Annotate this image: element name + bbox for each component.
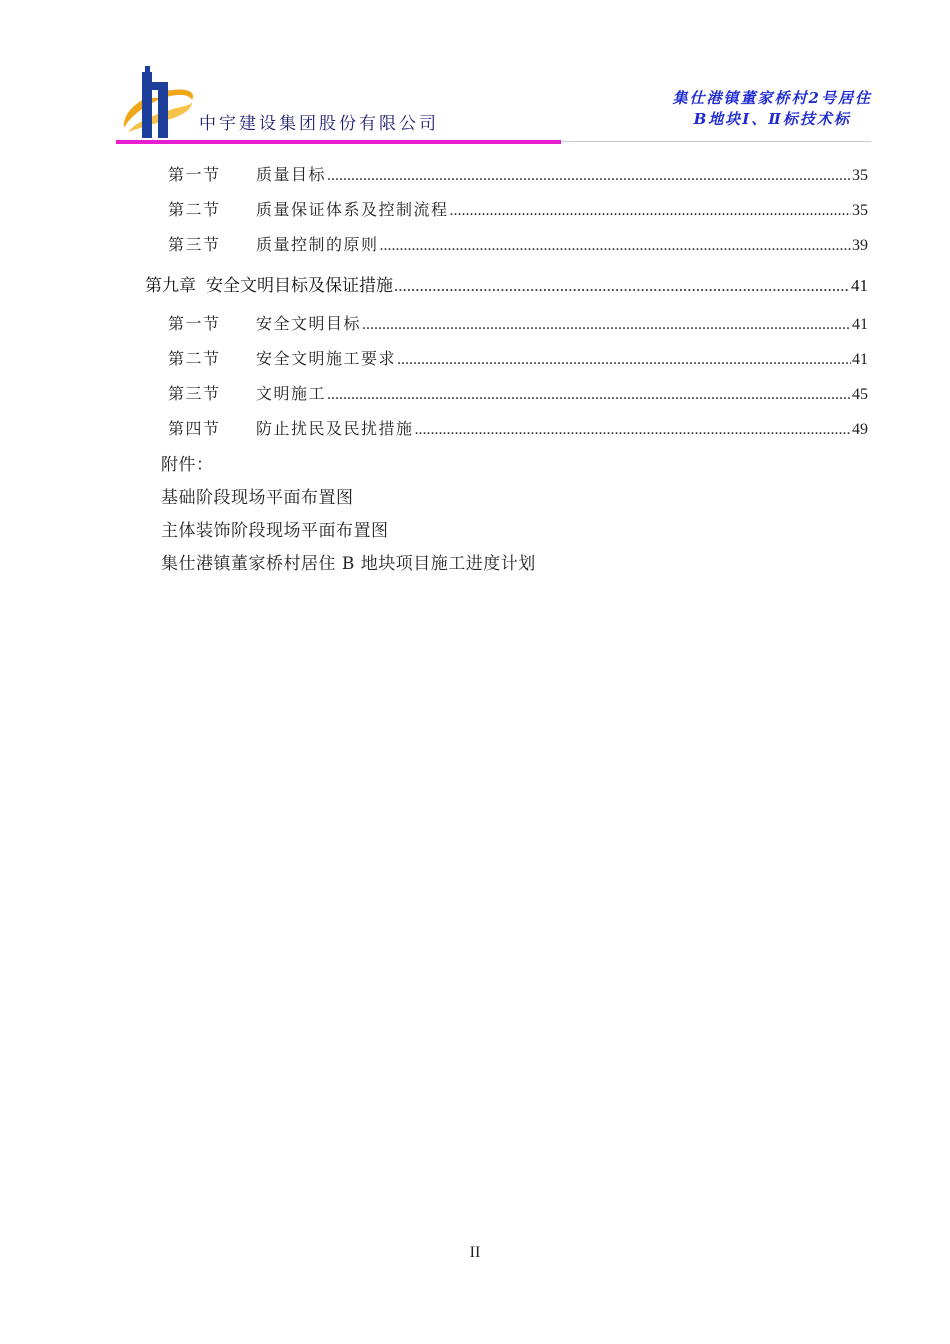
toc-entry[interactable] bbox=[168, 346, 868, 369]
appendix-label: 附件： bbox=[161, 455, 214, 475]
toc-section-number: 第一节 bbox=[168, 165, 221, 184]
toc-entry[interactable] bbox=[168, 162, 868, 185]
toc-entry[interactable] bbox=[168, 381, 868, 404]
toc-page-number: 41 bbox=[851, 276, 868, 295]
toc-entry[interactable] bbox=[168, 232, 868, 255]
header-divider bbox=[561, 141, 871, 142]
appendix-item[interactable]: 主体装饰阶段现场平面布置图 bbox=[161, 521, 389, 541]
toc-section-title: 质量目标 bbox=[256, 165, 327, 184]
toc-dot-leader bbox=[380, 237, 851, 255]
toc-section-number: 第三节 bbox=[168, 384, 221, 403]
toc-section-title: 安全文明目标 bbox=[256, 314, 362, 333]
toc-dot-leader bbox=[415, 421, 851, 439]
toc-page-number: 45 bbox=[852, 386, 868, 403]
project-title-line2: B地块Ⅰ、Ⅱ标技术标 bbox=[693, 110, 851, 128]
toc-entry[interactable] bbox=[168, 197, 868, 220]
toc-dot-leader bbox=[362, 316, 851, 334]
toc-entry[interactable] bbox=[168, 311, 868, 334]
toc-page-number: 49 bbox=[852, 421, 868, 438]
page-number: II bbox=[469, 1244, 481, 1261]
toc-section-number: 第三节 bbox=[168, 235, 221, 254]
appendix-item[interactable]: 基础阶段现场平面布置图 bbox=[161, 488, 354, 508]
toc-page-number: 41 bbox=[852, 351, 868, 368]
project-title bbox=[673, 88, 872, 130]
toc-section-number: 第二节 bbox=[168, 349, 221, 368]
toc-chapter-number: 第九章 bbox=[145, 276, 196, 296]
toc-dot-leader bbox=[450, 202, 851, 220]
header-accent-rule bbox=[116, 140, 561, 144]
toc-section-title: 防止扰民及民扰措施 bbox=[256, 419, 414, 438]
toc-dot-leader bbox=[397, 351, 851, 369]
toc-page-number: 35 bbox=[852, 167, 868, 184]
page-header bbox=[0, 0, 950, 150]
toc-chapter-entry[interactable] bbox=[145, 271, 868, 296]
toc-page-number: 35 bbox=[852, 202, 868, 219]
toc-dot-leader bbox=[327, 386, 851, 404]
toc-page-number: 39 bbox=[852, 237, 868, 254]
company-name: 中宇建设集团股份有限公司 bbox=[199, 114, 439, 134]
toc-entry[interactable] bbox=[168, 416, 868, 439]
toc-page-number: 41 bbox=[852, 316, 868, 333]
company-logo-icon bbox=[120, 62, 198, 140]
toc-section-title: 文明施工 bbox=[256, 384, 327, 403]
toc-section-number: 第四节 bbox=[168, 419, 221, 438]
toc-chapter-title: 安全文明目标及保证措施 bbox=[206, 276, 393, 296]
toc-section-title: 质量保证体系及控制流程 bbox=[256, 200, 449, 219]
toc-dot-leader bbox=[327, 167, 851, 185]
toc-dot-leader bbox=[394, 276, 850, 296]
toc-section-title: 质量控制的原则 bbox=[256, 235, 379, 254]
project-title-line1: 集仕港镇董家桥村2号居住 bbox=[672, 89, 872, 107]
toc-section-number: 第一节 bbox=[168, 314, 221, 333]
toc-section-title: 安全文明施工要求 bbox=[256, 349, 397, 368]
toc-section-number: 第二节 bbox=[168, 200, 221, 219]
appendix-item[interactable]: 集仕港镇董家桥村居住 B 地块项目施工进度计划 bbox=[161, 554, 536, 574]
